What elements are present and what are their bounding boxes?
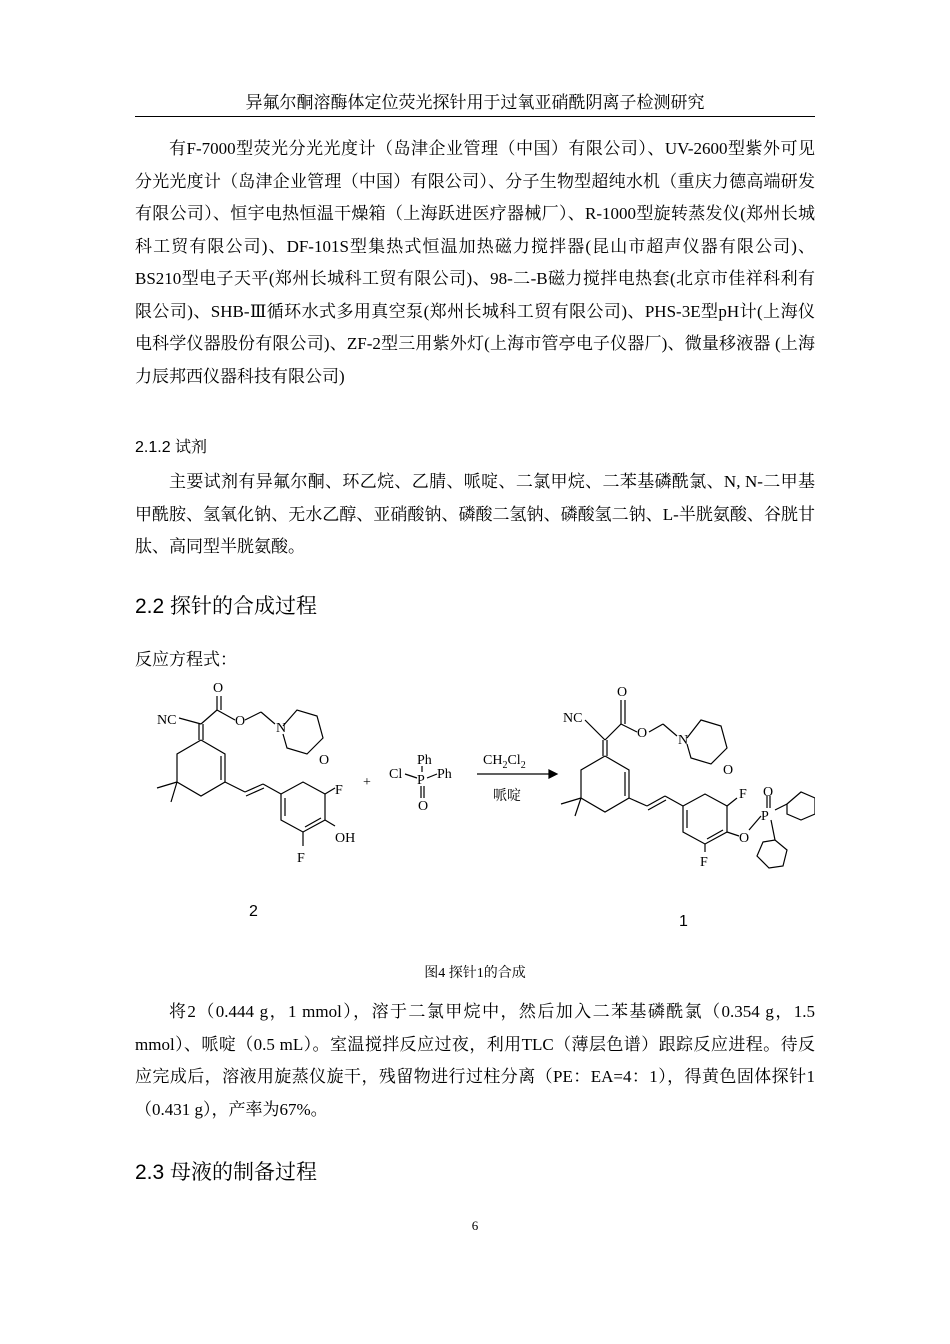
- atom-label-ph: Ph: [417, 753, 432, 768]
- running-header: 异氟尔酮溶酶体定位荧光探针用于过氧亚硝酰阴离子检测研究: [245, 93, 705, 112]
- atom-label-o: O: [213, 681, 224, 696]
- atom-label-o: O: [235, 714, 246, 729]
- atom-label-oh: OH: [335, 831, 356, 846]
- atom-label-f: F: [739, 787, 747, 802]
- atom-label-nc: NC: [563, 711, 583, 726]
- atom-label-nc: NC: [157, 713, 177, 728]
- compound-label-1: 1: [679, 913, 688, 930]
- reagent-solvent: $CH_2Cl_2$: [483, 753, 526, 771]
- atom-label-o: O: [418, 799, 429, 814]
- equation-label: 反应方程式：: [135, 650, 237, 669]
- atom-label-ph: Ph: [437, 767, 452, 782]
- plus-sign: +: [363, 775, 371, 790]
- atom-label-o: O: [637, 726, 648, 741]
- atom-label-o: O: [617, 685, 628, 700]
- compound-2-structure: [157, 681, 355, 866]
- procedure-paragraph: 将2（0.444 g，1 mmol），溶于二氯甲烷中，然后加入二苯基磷酰氯（0.354 g，1.5 mmol）、哌啶（0.5 mL）。室温搅拌反应过夜，利用TLC（薄层色谱）跟踪反应进程。待反应完成后，溶液用旋蒸仪旋干，残留物进行过柱分离（PE：EA=4：1），得黄色固体探针1（0.431 g），产率为67%。: [135, 1002, 815, 1119]
- figure-caption: 图4 探针1的合成: [424, 966, 526, 981]
- atom-label-p: P: [417, 773, 425, 788]
- atom-label-f: F: [700, 855, 708, 870]
- atom-label-o: O: [723, 763, 734, 778]
- reagent-base: 哌啶: [493, 789, 521, 804]
- reagents-paragraph: 主要试剂有异氟尔酮、环乙烷、乙腈、哌啶、二氯甲烷、二苯基磷酰氯、N, N-二甲基甲酰胺、氢氧化钠、无水乙醇、亚硝酸钠、磷酸二氢钠、磷酸氢二钠、L-半胱氨酸、谷胱甘肽、高同型半胱氨酸。: [135, 472, 815, 556]
- header-rule: [135, 116, 815, 117]
- atom-label-n: N: [276, 721, 287, 736]
- reaction-scheme: [135, 680, 815, 950]
- atom-label-o: O: [763, 785, 774, 800]
- instruments-paragraph: 有F-7000型荧光分光光度计（岛津企业管理（中国）有限公司）、UV-2600型紫外可见分光光度计（岛津企业管理（中国）有限公司）、分子生物型超纯水机（重庆力德高端研发有限公司）、恒宇电热恒温干燥箱（上海跃进医疗器械厂）、R-1000型旋转蒸发仪(郑州长城科工贸有限公司)、DF-101S型集热式恒温加热磁力搅拌器(昆山市超声仪器有限公司)、BS210型电子天平(郑州长城科工贸有限公司)、98-二-B磁力搅拌电热套(北京市佳祥科利有限公司)、SHB-Ⅲ循环水式多用真空泵(郑州长城科工贸有限公司)、PHS-3E型pH计(上海仪电科学仪器股份有限公司)、ZF-2型三用紫外灯(上海市管亭电子仪器厂)、微量移液器 (上海力辰邦西仪器科技有限公司): [135, 139, 815, 386]
- reaction-arrow: [477, 753, 557, 804]
- compound-label-2: 2: [249, 903, 258, 920]
- stock-solution-heading: 2.3 母液的制备过程: [135, 1161, 318, 1184]
- atom-label-f: F: [297, 851, 305, 866]
- compound-1-structure: [561, 685, 815, 870]
- atom-label-p: P: [761, 809, 769, 824]
- synthesis-heading: 2.2 探针的合成过程: [135, 595, 318, 618]
- page-number: 6: [471, 1218, 479, 1233]
- atom-label-o: O: [739, 831, 750, 846]
- atom-label-o: O: [319, 753, 330, 768]
- reagents-heading: 2.1.2 试剂: [135, 439, 208, 456]
- diphenylphosphinyl-chloride: [389, 753, 452, 814]
- atom-label-cl: Cl: [389, 767, 403, 782]
- atom-label-n: N: [678, 733, 689, 748]
- atom-label-f: F: [335, 783, 343, 798]
